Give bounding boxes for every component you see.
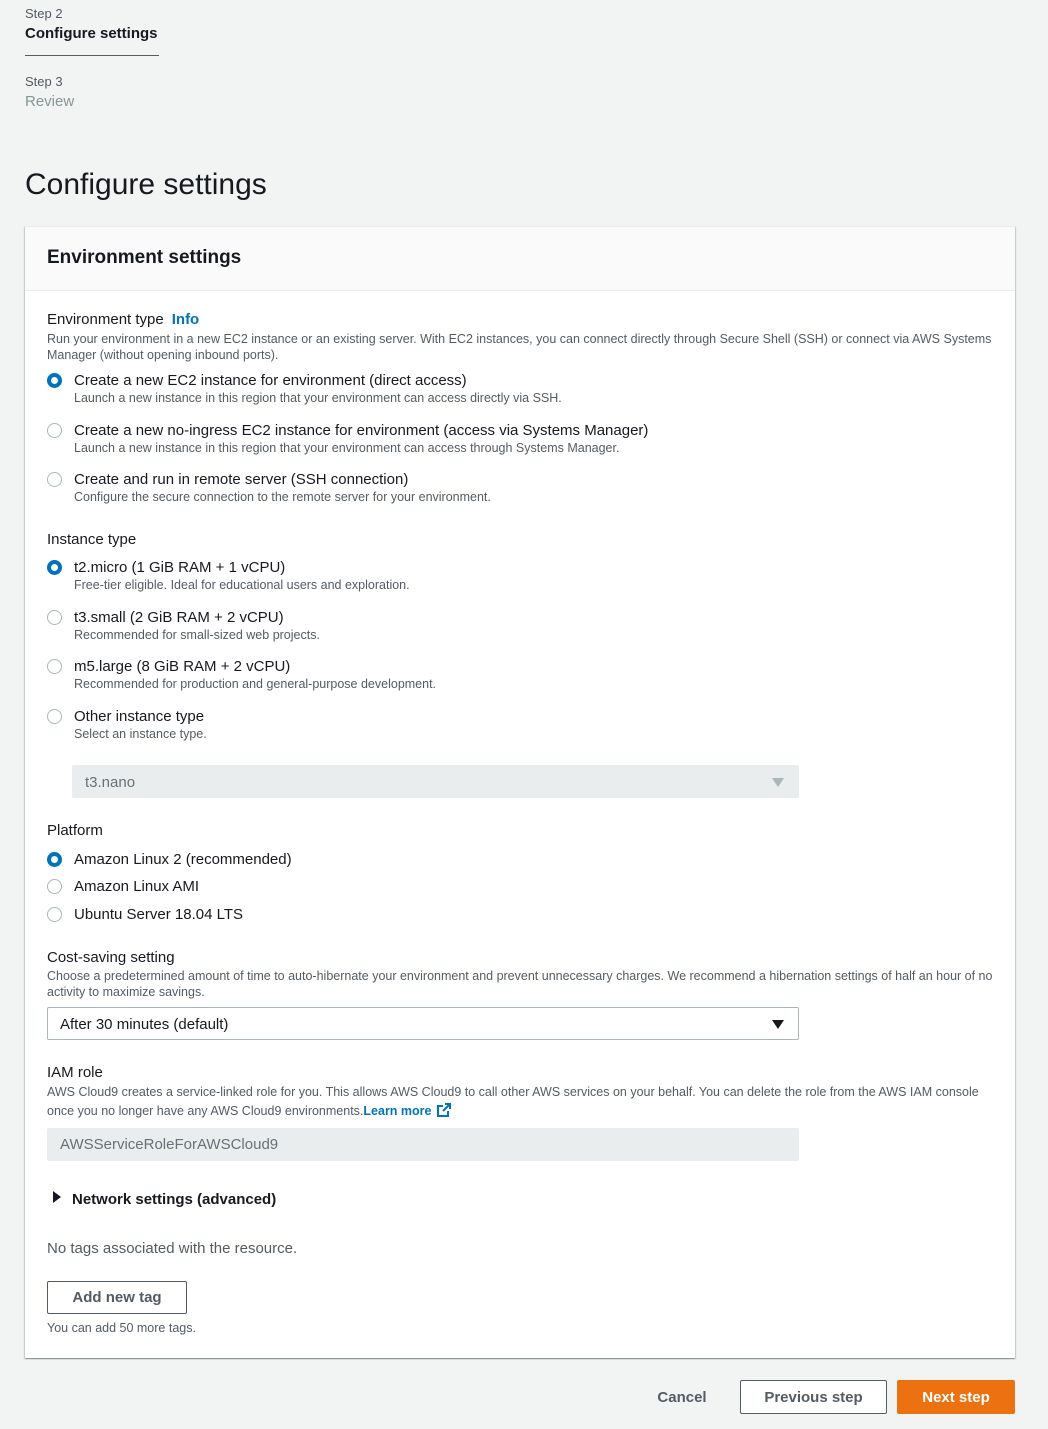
iam-role-description bbox=[47, 1083, 997, 1124]
radio-label: t2.micro (1 GiB RAM + 1 vCPU) bbox=[74, 559, 286, 576]
environment-type-heading bbox=[47, 311, 199, 329]
radio-button-selected[interactable] bbox=[47, 852, 62, 867]
radio-label: Amazon Linux 2 (recommended) bbox=[74, 851, 292, 868]
instance-type-label: Instance type bbox=[47, 531, 137, 548]
cancel-button[interactable]: Cancel bbox=[652, 1384, 712, 1410]
environment-type-label: Environment type bbox=[47, 311, 164, 328]
previous-step-button[interactable]: Previous step bbox=[740, 1380, 887, 1414]
radio-button-selected[interactable] bbox=[47, 373, 62, 388]
external-link-icon bbox=[436, 1102, 452, 1124]
no-tags-text: No tags associated with the resource. bbox=[47, 1240, 298, 1257]
iam-role-label: IAM role bbox=[47, 1064, 103, 1081]
cost-saving-label: Cost-saving setting bbox=[47, 949, 175, 966]
radio-label: Create and run in remote server (SSH connection) bbox=[74, 471, 409, 488]
cost-saving-description: Choose a predetermined amount of time to auto-hibernate your environment and prevent unnecessary charges. We recommend a hibernation settings of half an hour of no activity to maximize savings. bbox=[47, 969, 993, 999]
radio-description: Select an instance type. bbox=[74, 727, 207, 741]
expander-label: Network settings (advanced) bbox=[72, 1191, 277, 1208]
radio-button[interactable] bbox=[47, 907, 62, 922]
caret-right-icon bbox=[53, 1191, 61, 1203]
radio-label: Other instance type bbox=[74, 708, 205, 725]
platform-label: Platform bbox=[47, 822, 103, 839]
next-step-button[interactable]: Next step bbox=[897, 1380, 1015, 1414]
radio-button[interactable] bbox=[47, 472, 62, 487]
environment-type-info-link[interactable]: Info bbox=[171, 311, 200, 328]
radio-button[interactable] bbox=[47, 610, 62, 625]
environment-settings-panel bbox=[25, 226, 1015, 1358]
env-option-ec2-no-ingress[interactable] bbox=[47, 421, 987, 457]
add-new-tag-button[interactable]: Add new tag bbox=[47, 1281, 187, 1314]
platform-option-amazon-linux-2[interactable] bbox=[47, 850, 987, 869]
panel-title: Environment settings bbox=[47, 247, 242, 268]
radio-description: Free-tier eligible. Ideal for educational users and exploration. bbox=[74, 578, 410, 592]
step-number: Step 2 bbox=[25, 6, 63, 21]
select-value: After 30 minutes (default) bbox=[60, 1016, 229, 1033]
environment-type-description: Run your environment in a new EC2 instance or an existing server. With EC2 instances, you can connect directly through Secure Shell (SSH) or connect via AWS Systems Manager (without opening inbound ports). bbox=[47, 332, 992, 362]
cost-saving-select[interactable] bbox=[47, 1007, 799, 1040]
iam-role-input: AWSServiceRoleForAWSCloud9 bbox=[47, 1128, 799, 1161]
radio-label: t3.small (2 GiB RAM + 2 vCPU) bbox=[74, 609, 284, 626]
radio-button[interactable] bbox=[47, 709, 62, 724]
instance-option-t3-small[interactable] bbox=[47, 608, 987, 644]
learn-more-text: Learn more bbox=[363, 1104, 432, 1118]
radio-label: Create a new no-ingress EC2 instance for environment (access via Systems Manager) bbox=[74, 422, 649, 439]
panel-header bbox=[25, 227, 1015, 291]
radio-button[interactable] bbox=[47, 659, 62, 674]
network-settings-expander[interactable] bbox=[53, 1191, 276, 1208]
radio-description: Recommended for small-sized web projects. bbox=[74, 628, 320, 642]
learn-more-link[interactable] bbox=[363, 1104, 451, 1118]
instance-option-other[interactable] bbox=[47, 707, 987, 743]
tags-hint: You can add 50 more tags. bbox=[47, 1321, 196, 1335]
other-instance-type-select bbox=[72, 765, 799, 798]
radio-description: Configure the secure connection to the remote server for your environment. bbox=[74, 490, 491, 504]
wizard-step-configure[interactable] bbox=[25, 6, 159, 56]
radio-description: Launch a new instance in this region that your environment can access through Systems Manager. bbox=[74, 441, 620, 455]
radio-label: Create a new EC2 instance for environment (direct access) bbox=[74, 372, 467, 389]
select-value: t3.nano bbox=[85, 774, 136, 791]
step-title: Review bbox=[25, 93, 75, 110]
radio-button[interactable] bbox=[47, 879, 62, 894]
radio-button-selected[interactable] bbox=[47, 560, 62, 575]
radio-description: Recommended for production and general-purpose development. bbox=[74, 677, 437, 691]
iam-role-description-text: AWS Cloud9 creates a service-linked role for you. This allows AWS Cloud9 to call other AWS services on your behalf. You can delete the role from the AWS IAM console once you no longer have any AWS Cloud9 environments. bbox=[47, 1085, 979, 1118]
env-option-remote-ssh[interactable] bbox=[47, 470, 987, 506]
instance-option-t2-micro[interactable] bbox=[47, 558, 987, 594]
step-number: Step 3 bbox=[25, 74, 63, 89]
step-title: Configure settings bbox=[25, 25, 158, 42]
chevron-down-icon bbox=[772, 778, 784, 787]
radio-description: Launch a new instance in this region that your environment can access directly via SSH. bbox=[74, 391, 562, 405]
radio-label: Amazon Linux AMI bbox=[74, 878, 200, 895]
instance-option-m5-large[interactable] bbox=[47, 657, 987, 693]
platform-option-ubuntu[interactable] bbox=[47, 905, 987, 924]
chevron-down-icon bbox=[772, 1020, 784, 1029]
platform-option-amazon-linux-ami[interactable] bbox=[47, 877, 987, 896]
radio-label: m5.large (8 GiB RAM + 2 vCPU) bbox=[74, 658, 291, 675]
radio-button[interactable] bbox=[47, 423, 62, 438]
page-title: Configure settings bbox=[25, 168, 267, 201]
radio-label: Ubuntu Server 18.04 LTS bbox=[74, 906, 243, 923]
wizard-step-review bbox=[25, 74, 74, 110]
env-option-ec2-direct[interactable] bbox=[47, 371, 987, 407]
